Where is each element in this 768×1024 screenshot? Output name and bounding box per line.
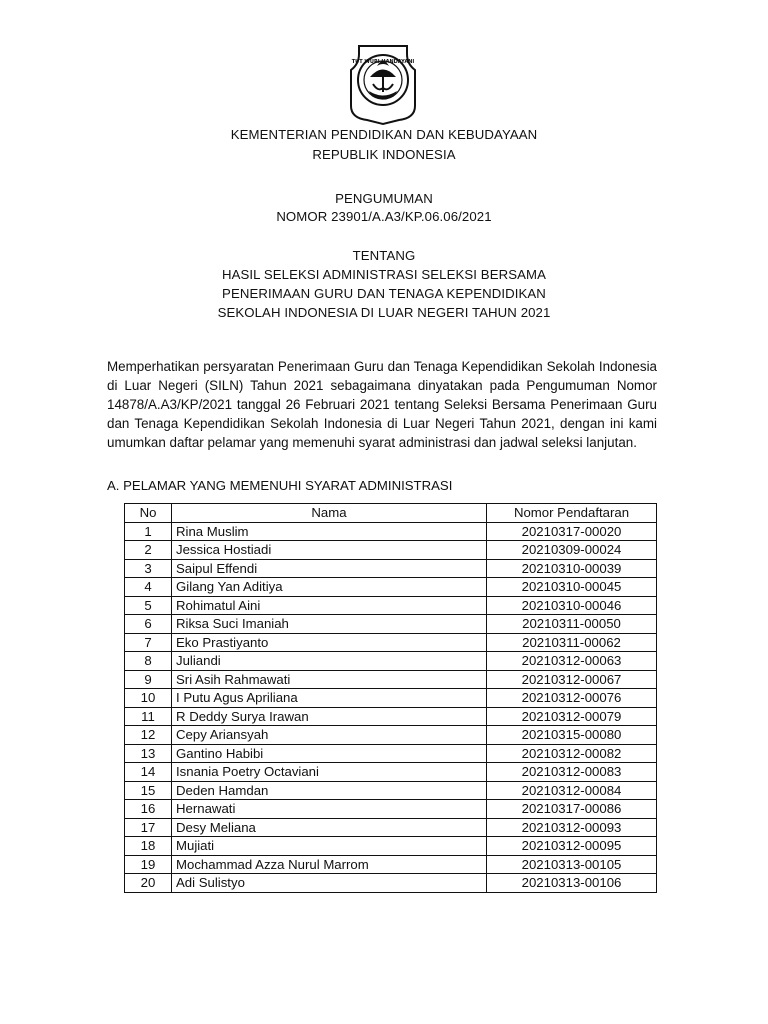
table-row (125, 596, 657, 615)
document-type: PENGUMUMAN (335, 191, 433, 206)
about-label: TENTANG (352, 248, 416, 263)
cell-no: 4 (125, 578, 172, 597)
svg-text:TUT WURI HANDAYANI (352, 59, 415, 65)
ministry-name: KEMENTERIAN PENDIDIKAN DAN KEBUDAYAAN (230, 127, 538, 142)
cell-nama: Eko Prastiyanto (172, 633, 487, 652)
table-row (125, 633, 657, 652)
cell-nomor-pendaftaran: 20210315-00080 (487, 726, 657, 745)
cell-nomor-pendaftaran: 20210312-00076 (487, 689, 657, 708)
header-no: No (125, 504, 172, 523)
cell-no: 13 (125, 744, 172, 763)
cell-no: 8 (125, 652, 172, 671)
cell-nomor-pendaftaran: 20210310-00045 (487, 578, 657, 597)
subject-line-3: SEKOLAH INDONESIA DI LUAR NEGERI TAHUN 2021 (217, 305, 551, 320)
table-row (125, 522, 657, 541)
table-row (125, 763, 657, 782)
table-row (125, 689, 657, 708)
logo-motto: TUT WURI HANDAYANI (351, 59, 415, 65)
cell-nomor-pendaftaran: 20210311-00062 (487, 633, 657, 652)
cell-nomor-pendaftaran: 20210312-00095 (487, 837, 657, 856)
table-row (125, 874, 657, 893)
republic-name: REPUBLIK INDONESIA (312, 147, 456, 162)
table-header-row (125, 504, 657, 523)
cell-no: 14 (125, 763, 172, 782)
cell-nama: Gilang Yan Aditiya (172, 578, 487, 597)
table-row (125, 781, 657, 800)
cell-no: 17 (125, 818, 172, 837)
cell-nama: Mochammad Azza Nurul Marrom (172, 855, 487, 874)
table-row (125, 744, 657, 763)
cell-no: 11 (125, 707, 172, 726)
cell-nama: Juliandi (172, 652, 487, 671)
header-nama: Nama (172, 504, 487, 523)
cell-nama: Jessica Hostiadi (172, 541, 487, 560)
table-row (125, 707, 657, 726)
cell-nama: Isnania Poetry Octaviani (172, 763, 487, 782)
table-row (125, 578, 657, 597)
table-row (125, 670, 657, 689)
header-nomor-pendaftaran: Nomor Pendaftaran (487, 504, 657, 523)
intro-paragraph: Memperhatikan persyaratan Penerimaan Guru dan Tenaga Kependidikan Sekolah Indonesia di Luar Negeri (SILN) Tahun 2021 sebagaimana dinyatakan pada Pengumuman Nomor 14878/A.A3/KP/2021 tanggal 26 Februari 2021 tentang Seleksi Bersama Penerimaan Guru dan Tenaga Kependidikan Sekolah Indonesia di Luar Negeri Tahun 2021, dengan ini kami umumkan daftar pelamar yang memenuhi syarat administrasi dan jadwal seleksi lanjutan. (107, 359, 657, 450)
cell-nomor-pendaftaran: 20210309-00024 (487, 541, 657, 560)
cell-nama: Deden Hamdan (172, 781, 487, 800)
cell-nomor-pendaftaran: 20210313-00106 (487, 874, 657, 893)
cell-nama: Rina Muslim (172, 522, 487, 541)
section-a-title: A. PELAMAR YANG MEMENUHI SYARAT ADMINISTRASI (107, 478, 453, 493)
cell-nama: Riksa Suci Imaniah (172, 615, 487, 634)
cell-nama: Adi Sulistyo (172, 874, 487, 893)
cell-nomor-pendaftaran: 20210312-00093 (487, 818, 657, 837)
cell-nama: Cepy Ariansyah (172, 726, 487, 745)
cell-nomor-pendaftaran: 20210312-00063 (487, 652, 657, 671)
cell-no: 9 (125, 670, 172, 689)
cell-no: 16 (125, 800, 172, 819)
cell-nomor-pendaftaran: 20210310-00039 (487, 559, 657, 578)
cell-no: 6 (125, 615, 172, 634)
subject-line-1: HASIL SELEKSI ADMINISTRASI SELEKSI BERSAMA (222, 267, 546, 282)
table-row (125, 541, 657, 560)
cell-nomor-pendaftaran: 20210312-00067 (487, 670, 657, 689)
tut-wuri-handayani-logo (337, 44, 429, 126)
table-row (125, 726, 657, 745)
cell-no: 1 (125, 522, 172, 541)
subject-line-2: PENERIMAAN GURU DAN TENAGA KEPENDIDIKAN (222, 286, 546, 301)
cell-nomor-pendaftaran: 20210310-00046 (487, 596, 657, 615)
cell-nomor-pendaftaran: 20210312-00083 (487, 763, 657, 782)
cell-no: 5 (125, 596, 172, 615)
cell-no: 19 (125, 855, 172, 874)
cell-nama: Sri Asih Rahmawati (172, 670, 487, 689)
cell-no: 7 (125, 633, 172, 652)
cell-no: 10 (125, 689, 172, 708)
cell-nama: Saipul Effendi (172, 559, 487, 578)
document-number: NOMOR 23901/A.A3/KP.06.06/2021 (276, 209, 492, 224)
cell-no: 12 (125, 726, 172, 745)
cell-nama: Desy Meliana (172, 818, 487, 837)
table-row (125, 559, 657, 578)
cell-nama: R Deddy Surya Irawan (172, 707, 487, 726)
table-row (125, 855, 657, 874)
cell-nama: Mujiati (172, 837, 487, 856)
cell-no: 20 (125, 874, 172, 893)
cell-nomor-pendaftaran: 20210312-00079 (487, 707, 657, 726)
cell-no: 3 (125, 559, 172, 578)
cell-nomor-pendaftaran: 20210312-00084 (487, 781, 657, 800)
table-row (125, 818, 657, 837)
cell-no: 18 (125, 837, 172, 856)
cell-nomor-pendaftaran: 20210311-00050 (487, 615, 657, 634)
applicant-table (124, 503, 657, 893)
cell-nama: Rohimatul Aini (172, 596, 487, 615)
table-row (125, 652, 657, 671)
cell-no: 2 (125, 541, 172, 560)
table-row (125, 800, 657, 819)
table-row (125, 615, 657, 634)
table-row (125, 837, 657, 856)
cell-no: 15 (125, 781, 172, 800)
cell-nama: Gantino Habibi (172, 744, 487, 763)
cell-nomor-pendaftaran: 20210317-00020 (487, 522, 657, 541)
cell-nomor-pendaftaran: 20210317-00086 (487, 800, 657, 819)
cell-nama: I Putu Agus Apriliana (172, 689, 487, 708)
cell-nama: Hernawati (172, 800, 487, 819)
cell-nomor-pendaftaran: 20210312-00082 (487, 744, 657, 763)
cell-nomor-pendaftaran: 20210313-00105 (487, 855, 657, 874)
